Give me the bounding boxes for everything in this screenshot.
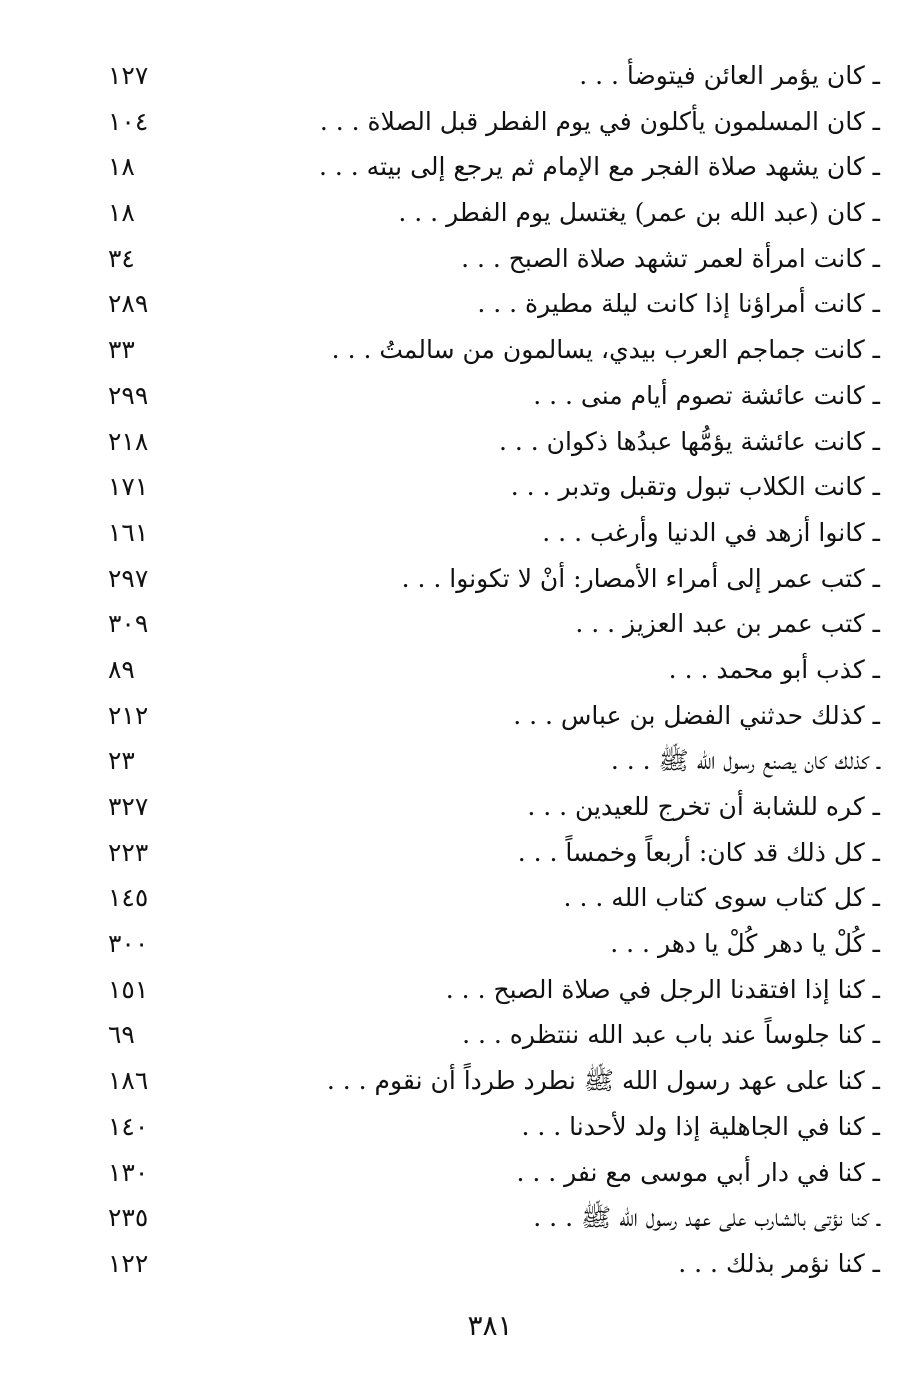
index-entry <box>100 1061 880 1107</box>
entry-text: ـ كتب عمر إلى أمراء الأمصار: أنْ لا تكونوا . . . <box>401 563 880 593</box>
index-entry <box>100 833 880 879</box>
entry-page-number: ٦٩ <box>108 1020 135 1050</box>
index-entry <box>100 193 880 239</box>
entry-text: ـ كان يشهد صلاة الفجر مع الإمام ثم يرجع إلى بيته . . . <box>319 152 880 182</box>
index-entry <box>100 467 880 513</box>
entry-text: ـ كان (عبد الله بن عمر) يغتسل يوم الفطر . . . <box>398 198 880 228</box>
entry-page-number: ١٤٠ <box>108 1111 149 1141</box>
entry-page-number: ٣٠٠ <box>108 929 149 959</box>
entry-page-number: ١٧١ <box>108 472 149 502</box>
entry-text: ـ كانوا أزهد في الدنيا وأرغب . . . <box>542 517 880 547</box>
entry-page-number: ١٤٥ <box>108 883 149 913</box>
index-entry <box>100 422 880 468</box>
entry-text: ـ كان المسلمون يأكلون في يوم الفطر قبل الصلاة . . . <box>319 106 880 136</box>
entry-text: ـ كل ذلك قد كان: أربعاً وخمساً . . . <box>517 837 880 867</box>
entry-page-number: ١٢٧ <box>108 61 149 90</box>
entry-page-number: ٢١٢ <box>108 700 149 730</box>
entry-text: ـ كذلك حدثني الفضل بن عباس . . . <box>513 700 880 730</box>
entry-page-number: ٢١٨ <box>108 426 149 456</box>
entry-page-number: ١٨ <box>108 198 135 228</box>
entry-text: ـ كانت جماجم العرب بيدي، يسالمون من سالمتُ . . . <box>331 335 880 365</box>
entry-page-number: ٣٤ <box>108 243 135 273</box>
entry-text: ـ كنا إذا افتقدنا الرجل في صلاة الصبح . . . <box>445 974 880 1004</box>
entry-text: ـ كنا نؤتى بالشارب على عهد رسول الله ﷺ . . . <box>533 1203 880 1233</box>
index-entry <box>100 1244 880 1290</box>
index-entry <box>100 1107 880 1153</box>
index-entry <box>100 650 880 696</box>
entry-text: ـ كذب أبو محمد . . . <box>668 654 880 684</box>
entry-page-number: ٣٢٧ <box>108 792 149 821</box>
entry-page-number: ٢٩٧ <box>108 563 149 593</box>
entry-text: ـ كُلْ يا دهر كُلْ يا دهر . . . <box>610 929 880 959</box>
entry-text: ـ كانت الكلاب تبول وتقبل وتدبر . . . <box>510 472 880 502</box>
entry-page-number: ١٥١ <box>108 974 149 1004</box>
index-entry <box>100 284 880 330</box>
index-entry <box>100 741 880 787</box>
entry-page-number: ٢٣٥ <box>108 1203 149 1233</box>
entry-text: ـ كانت عائشة تصوم أيام منى . . . <box>533 380 880 410</box>
index-entry <box>100 878 880 924</box>
entry-page-number: ٢٨٩ <box>108 289 149 319</box>
entry-page-number: ٣٣ <box>108 335 135 365</box>
entry-text: ـ كره للشابة أن تخرج للعيدين . . . <box>527 792 880 821</box>
index-entry <box>100 330 880 376</box>
entry-page-number: ٢٩٩ <box>108 380 149 410</box>
entry-text: ـ كانت أمراؤنا إذا كانت ليلة مطيرة . . . <box>477 289 880 319</box>
index-entry <box>100 513 880 559</box>
entry-text: ـ كذلك كان يصنع رسول الله ﷺ . . . <box>610 746 880 776</box>
index-entry <box>100 239 880 285</box>
entry-text: ـ كل كتاب سوى كتاب الله . . . <box>563 883 880 913</box>
entry-page-number: ٣٠٩ <box>108 609 149 639</box>
entry-page-number: ٢٢٣ <box>108 837 149 867</box>
entry-text: ـ كنا في الجاهلية إذا ولد لأحدنا . . . <box>521 1111 880 1141</box>
entry-page-number: ١٨٦ <box>108 1066 149 1096</box>
index-entry <box>100 102 880 148</box>
entry-page-number: ٢٣ <box>108 746 135 776</box>
entry-page-number: ١٣٠ <box>108 1157 149 1187</box>
entry-page-number: ٨٩ <box>108 654 135 684</box>
entry-text: ـ كنا على عهد رسول الله ﷺ نطرد طرداً أن نقوم . . . <box>326 1066 880 1096</box>
entry-text: ـ كنا في دار أبي موسى مع نفر . . . <box>516 1157 880 1187</box>
index-entry <box>100 56 880 102</box>
entry-text: ـ كنا نؤمر بذلك . . . <box>678 1248 880 1278</box>
index-entry <box>100 604 880 650</box>
entry-text: ـ كانت امرأة لعمر تشهد صلاة الصبح . . . <box>461 243 880 273</box>
index-entry <box>100 1153 880 1199</box>
entry-page-number: ١٠٤ <box>108 106 149 136</box>
index-entry <box>100 559 880 605</box>
entry-text: ـ كنا جلوساً عند باب عبد الله ننتظره . . . <box>462 1020 880 1050</box>
index-entry <box>100 696 880 742</box>
index-entry <box>100 924 880 970</box>
entry-text: ـ كتب عمر بن عبد العزيز . . . <box>575 609 880 639</box>
index-entry <box>100 376 880 422</box>
index-entry <box>100 1198 880 1244</box>
entry-text: ـ كان يؤمر العائن فيتوضأ . . . <box>579 61 880 90</box>
index-list <box>100 56 880 1290</box>
entry-page-number: ١٨ <box>108 152 135 182</box>
index-entry <box>100 147 880 193</box>
index-entry <box>100 1015 880 1061</box>
index-entry <box>100 787 880 833</box>
page-number: ٣٨١ <box>467 1309 513 1342</box>
index-entry <box>100 970 880 1016</box>
entry-text: ـ كانت عائشة يؤمُّها عبدُها ذكوان . . . <box>498 426 880 456</box>
entry-page-number: ١٢٢ <box>108 1248 149 1278</box>
entry-page-number: ١٦١ <box>108 517 149 547</box>
